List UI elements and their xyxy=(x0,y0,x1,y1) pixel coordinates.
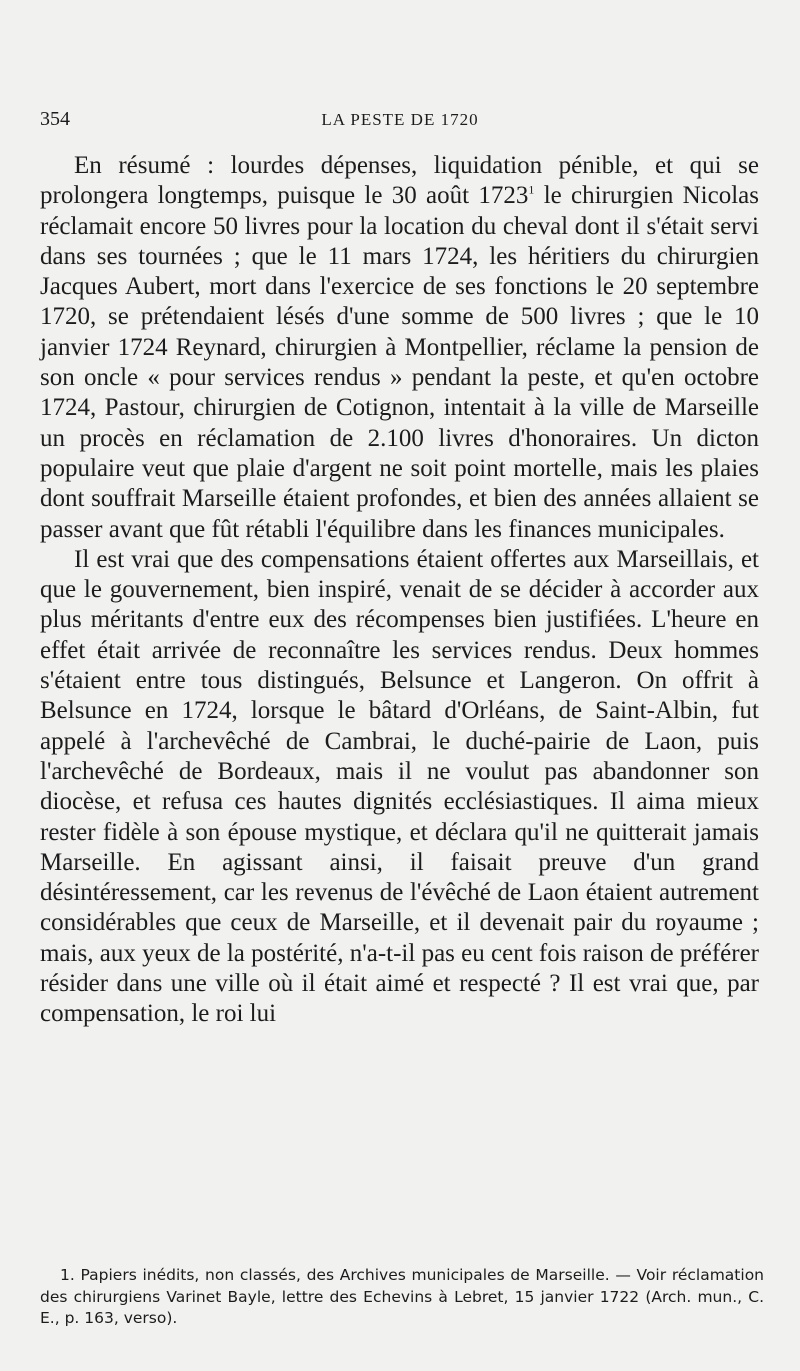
page-number: 354 xyxy=(40,108,70,130)
paragraph-1 xyxy=(40,151,759,545)
paragraph-1-text-after: le chirurgien Nicolas réclamait encore 50 livres pour la location du cheval dont il s'était servi dans ses tournées ; que le 11 mars 1724, les héritiers du chirurgien Jacques Aubert, mort dans l'exercice de ses fonctions le 20 septembre 1720, se prétendaient lésés d'une somme de 500 livres ; que le 10 janvier 1724 Reynard, chirurgien à Montpellier, réclame la pension de son oncle « pour services rendus » pendant la peste, et qu'en octobre 1724, Pastour, chirurgien de Cotignon, intentait à la ville de Marseille un procès en réclamation de 2.100 livres d'honoraires. Un dicton populaire veut que plaie d'argent ne soit point mortelle, mais les plaies dont souffrait Marseille étaient profondes, et bien des années allaient se passer avant que fût rétabli l'équilibre dans les finances municipales. xyxy=(40,182,759,543)
body-text xyxy=(40,151,759,1030)
footnote-reference: 1 xyxy=(528,182,535,197)
paragraph-1-text-before: En résumé : lourdes dépenses, liquidation pénible, et qui se prolongera longtemps, puisque le 30 août 1723 xyxy=(40,152,759,210)
page-header xyxy=(40,108,760,134)
paragraph-2: Il est vrai que des compensations étaient offertes aux Marseillais, et que le gouvernement, bien inspiré, venait de se décider à accorder aux plus méritants d'entre eux des récompenses bien justifiées. L'heure en effet était arrivée de reconnaître les services rendus. Deux hommes s'étaient entre tous distingués, Belsunce et Langeron. On offrit à Belsunce en 1724, lorsque le bâtard d'Orléans, de Saint-Albin, fut appelé à l'archevêché de Cambrai, le duché-pairie de Laon, puis l'archevêché de Bordeaux, mais il ne voulut pas abandonner son diocèse, et refusa ces hautes dignités ecclésiastiques. Il aima mieux rester fidèle à son épouse mystique, et déclara qu'il ne quitterait jamais Marseille. En agissant ainsi, il faisait preuve d'un grand désintéressement, car les revenus de l'évêché de Laon étaient autrement considérables que ceux de Marseille, et il devenait pair du royaume ; mais, aux yeux de la postérité, n'a-t-il pas eu cent fois raison de préférer résider dans une ville où il était aimé et respecté ? Il est vrai que, par compensation, le roi lui xyxy=(40,545,759,1028)
footnote xyxy=(40,1265,764,1330)
footnote-text: 1. Papiers inédits, non classés, des Archives municipales de Marseille. — Voir réclamation des chirurgiens Varinet Bayle, lettre des Echevins à Lebret, 15 janvier 1722 (Arch. mun., C. E., p. 163, verso). xyxy=(40,1266,764,1327)
running-title: LA PESTE DE 1720 xyxy=(321,110,479,129)
